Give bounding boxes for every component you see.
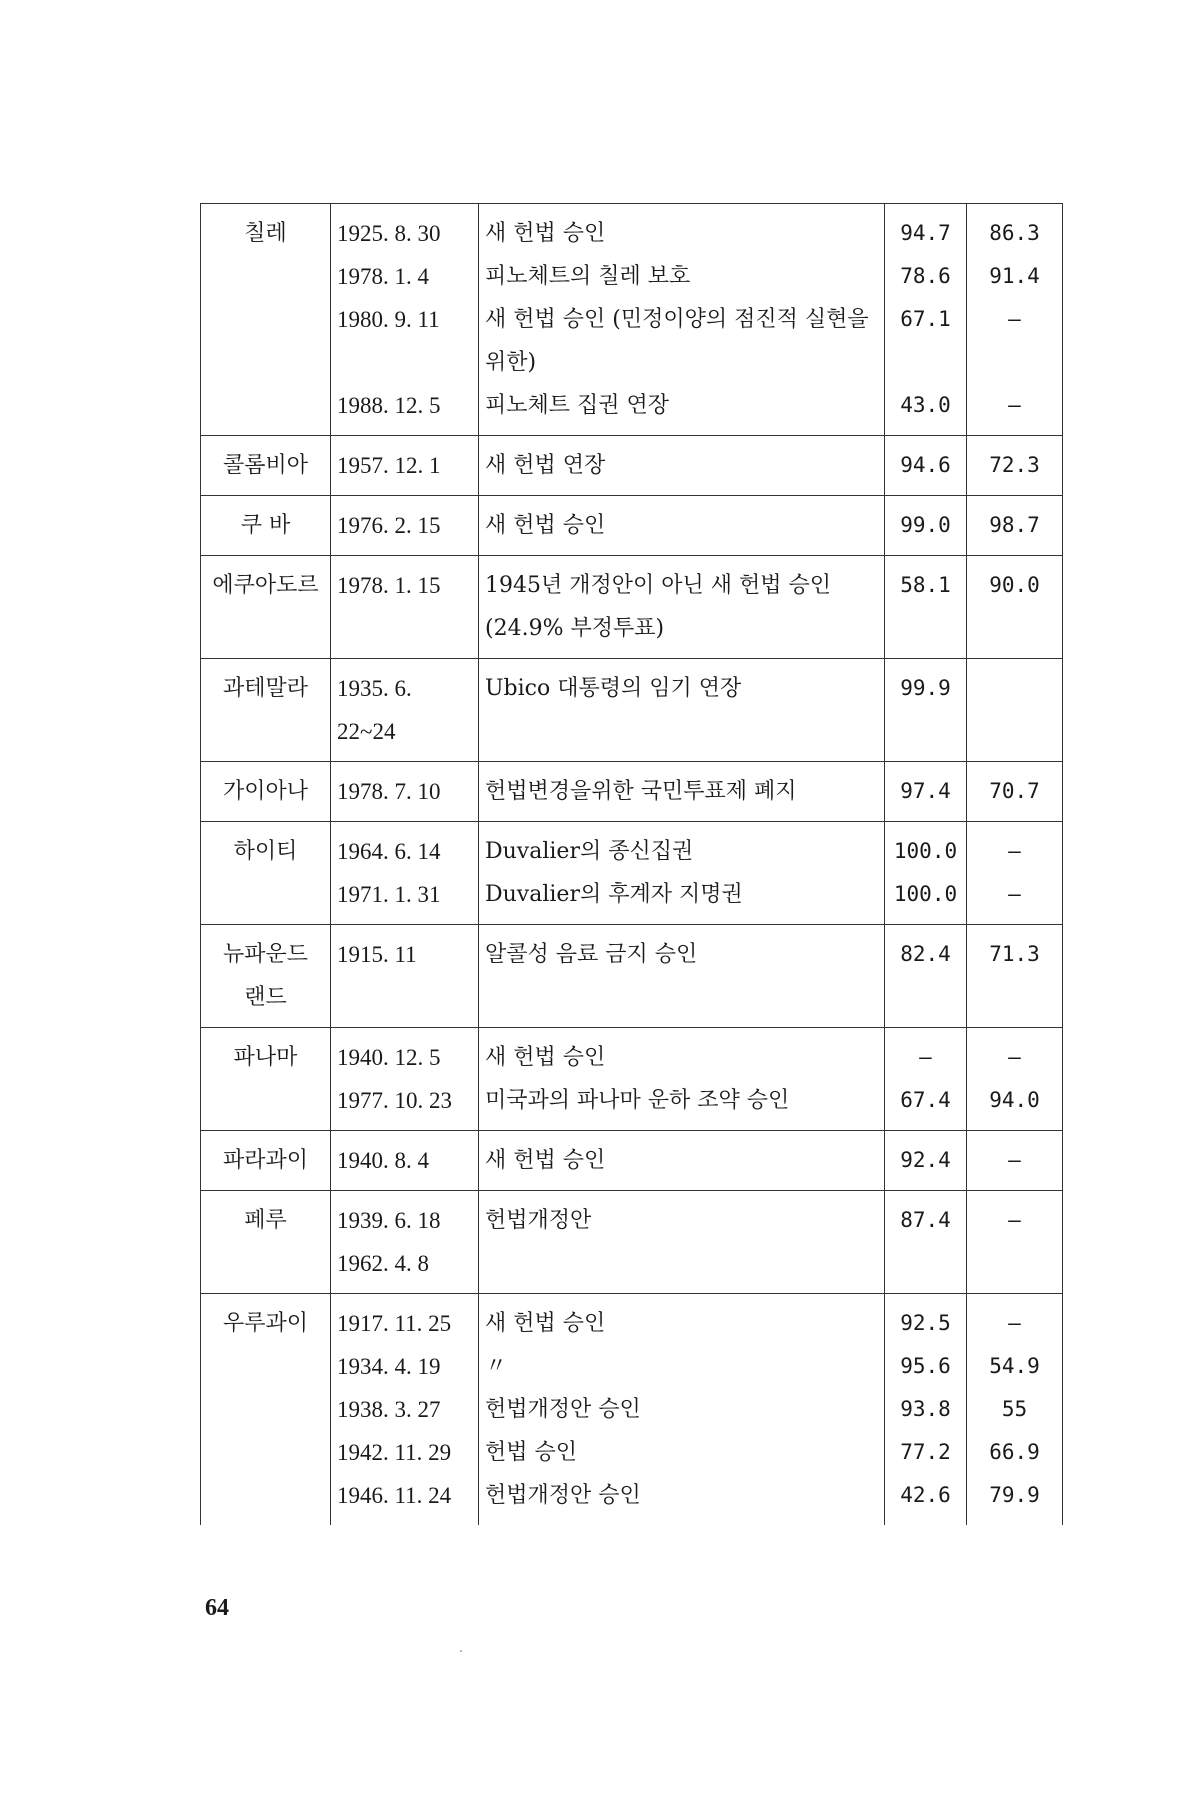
approval-percent-cell [885, 204, 967, 436]
content-cell [479, 925, 885, 1028]
country-cell [201, 659, 331, 762]
content-value: 새 헌법 승인 [485, 513, 606, 538]
country-cell [201, 762, 331, 822]
content-value: 새 헌법 연장 [485, 453, 606, 478]
date-value: 1938. 3. 27 [337, 1397, 441, 1422]
approval-percent-value: 93.8 [900, 1397, 951, 1421]
page-number: 64 [205, 1595, 229, 1621]
content-value: 피노체트의 칠레 보호 [485, 264, 691, 289]
content-value: 피노체트 집권 연장 [485, 393, 670, 418]
content-value: 알콜성 음료 금지 승인 [485, 942, 698, 967]
approval-percent-value: 82.4 [900, 942, 951, 966]
date-cell [331, 204, 479, 436]
approval-percent-value: 92.5 [900, 1311, 951, 1335]
approval-percent-value: 78.6 [900, 264, 951, 288]
date-value: 1978. 1. 15 [337, 573, 441, 598]
date-value: 1940. 12. 5 [337, 1045, 441, 1070]
turnout-percent-value: 55 [1001, 1397, 1028, 1421]
date-cell [331, 436, 479, 496]
content-value: 〃 [485, 1354, 508, 1379]
country-row [201, 925, 1063, 1028]
approval-percent-value: 77.2 [900, 1440, 951, 1464]
date-value: 1934. 4. 19 [337, 1354, 441, 1379]
country-name: 가이아나 [222, 779, 308, 804]
turnout-percent-value: 66.9 [989, 1440, 1040, 1464]
turnout-percent-value: 94.0 [989, 1088, 1040, 1112]
date-value: 1935. 6. 22~24 [337, 676, 412, 744]
content-value: 헌법개정안 [485, 1208, 592, 1233]
country-name: 콜롬비아 [222, 453, 308, 478]
date-value: 1962. 4. 8 [337, 1251, 429, 1276]
content-cell [479, 556, 885, 659]
content-cell [479, 496, 885, 556]
turnout-percent-value: — [1008, 839, 1021, 863]
turnout-percent-cell [967, 659, 1063, 762]
content-value: 헌법개정안 승인 [485, 1483, 641, 1508]
country-name: 칠레 [244, 221, 287, 246]
turnout-percent-value: 98.7 [989, 513, 1040, 537]
turnout-percent-cell [967, 436, 1063, 496]
date-value: 1978. 1. 4 [337, 264, 429, 289]
approval-percent-value: 42.6 [900, 1483, 951, 1507]
approval-percent-cell [885, 822, 967, 925]
date-value: 1942. 11. 29 [337, 1440, 452, 1465]
referendum-table-body [201, 204, 1063, 1526]
approval-percent-value: 67.1 [900, 307, 951, 331]
content-cell [479, 762, 885, 822]
approval-percent-value: 87.4 [900, 1208, 951, 1232]
approval-percent-cell [885, 659, 967, 762]
approval-percent-cell [885, 1191, 967, 1294]
date-cell [331, 1131, 479, 1191]
country-cell [201, 1294, 331, 1526]
content-cell [479, 436, 885, 496]
approval-percent-value: 100.0 [893, 882, 958, 906]
country-cell [201, 556, 331, 659]
turnout-percent-cell [967, 822, 1063, 925]
turnout-percent-cell [967, 762, 1063, 822]
country-name: 페루 [244, 1208, 287, 1233]
content-cell [479, 1028, 885, 1131]
turnout-percent-cell [967, 925, 1063, 1028]
turnout-percent-cell [967, 556, 1063, 659]
turnout-percent-value: — [1008, 307, 1021, 331]
turnout-percent-value: 72.3 [989, 453, 1040, 477]
approval-percent-value: 92.4 [900, 1148, 951, 1172]
country-row [201, 822, 1063, 925]
referendum-table [200, 203, 1063, 1525]
country-name: 에쿠아도르 [212, 573, 319, 598]
content-value: 새 헌법 승인 [485, 1045, 606, 1070]
turnout-percent-value: 91.4 [989, 264, 1040, 288]
country-name: 하이티 [233, 839, 298, 864]
approval-percent-cell [885, 1028, 967, 1131]
country-cell [201, 204, 331, 436]
approval-percent-value: 97.4 [900, 779, 951, 803]
content-value: 새 헌법 승인 [485, 221, 606, 246]
country-row [201, 1294, 1063, 1526]
country-cell [201, 436, 331, 496]
country-row [201, 1191, 1063, 1294]
turnout-percent-cell [967, 204, 1063, 436]
country-name: 랜드 [244, 985, 287, 1010]
turnout-percent-cell [967, 496, 1063, 556]
country-name: 파나마 [233, 1045, 298, 1070]
approval-percent-cell [885, 1294, 967, 1526]
approval-percent-cell [885, 436, 967, 496]
date-value: 1978. 7. 10 [337, 779, 441, 804]
approval-percent-cell [885, 556, 967, 659]
country-name: 과테말라 [222, 676, 308, 701]
turnout-percent-value: 86.3 [989, 221, 1040, 245]
country-row [201, 1028, 1063, 1131]
country-name: 우루과이 [222, 1311, 308, 1336]
date-value: 1971. 1. 31 [337, 882, 441, 907]
turnout-percent-value: — [1008, 1045, 1021, 1069]
country-row [201, 1131, 1063, 1191]
approval-percent-value: 99.9 [900, 676, 951, 700]
turnout-percent-cell [967, 1131, 1063, 1191]
approval-percent-value: 95.6 [900, 1354, 951, 1378]
country-row [201, 556, 1063, 659]
country-row [201, 204, 1063, 436]
turnout-percent-value: 71.3 [989, 942, 1040, 966]
date-cell [331, 1294, 479, 1526]
date-value: 1977. 10. 23 [337, 1088, 452, 1113]
date-cell [331, 925, 479, 1028]
date-cell [331, 1191, 479, 1294]
approval-percent-cell [885, 1131, 967, 1191]
country-row [201, 659, 1063, 762]
content-cell [479, 659, 885, 762]
approval-percent-value: 43.0 [900, 393, 951, 417]
content-cell [479, 1191, 885, 1294]
content-cell [479, 822, 885, 925]
country-name: 쿠 바 [240, 513, 291, 538]
date-cell [331, 496, 479, 556]
date-cell [331, 556, 479, 659]
country-cell [201, 822, 331, 925]
country-row [201, 762, 1063, 822]
turnout-percent-value: 54.9 [989, 1354, 1040, 1378]
country-cell [201, 925, 331, 1028]
date-value: 1988. 12. 5 [337, 393, 441, 418]
approval-percent-value: 67.4 [900, 1088, 951, 1112]
turnout-percent-cell [967, 1191, 1063, 1294]
approval-percent-value: — [919, 1045, 932, 1069]
date-value: 1964. 6. 14 [337, 839, 441, 864]
approval-percent-value: 94.6 [900, 453, 951, 477]
approval-percent-cell [885, 925, 967, 1028]
date-value: 1980. 9. 11 [337, 307, 440, 332]
content-cell [479, 204, 885, 436]
date-value: 1925. 8. 30 [337, 221, 441, 246]
approval-percent-value: 100.0 [893, 839, 958, 863]
country-row [201, 436, 1063, 496]
content-value: 헌법개정안 승인 [485, 1397, 641, 1422]
turnout-percent-value: 70.7 [989, 779, 1040, 803]
country-name: 파라과이 [222, 1148, 308, 1173]
date-value: 1940. 8. 4 [337, 1148, 429, 1173]
country-row [201, 496, 1063, 556]
approval-percent-value: 99.0 [900, 513, 951, 537]
country-cell [201, 1028, 331, 1131]
country-name: 뉴파운드 [222, 942, 308, 967]
turnout-percent-value [973, 667, 1056, 753]
date-value: 1917. 11. 25 [337, 1311, 452, 1336]
content-value: 미국과의 파나마 운하 조약 승인 [485, 1088, 790, 1113]
country-cell [201, 1191, 331, 1294]
approval-percent-value: 94.7 [900, 221, 951, 245]
content-value: 헌법 승인 [485, 1440, 578, 1465]
scan-dot [460, 1650, 462, 1652]
country-cell [201, 1131, 331, 1191]
turnout-percent-value: — [1008, 882, 1021, 906]
content-cell [479, 1131, 885, 1191]
content-value: Duvalier의 후계자 지명권 [485, 882, 743, 907]
turnout-percent-value: — [1008, 1148, 1021, 1172]
turnout-percent-value [973, 1242, 1056, 1285]
content-value: Ubico 대통령의 임기 연장 [485, 676, 742, 701]
turnout-percent-value: 90.0 [989, 573, 1040, 597]
date-cell [331, 1028, 479, 1131]
date-cell [331, 659, 479, 762]
content-value: 헌법변경을위한 국민투표제 폐지 [485, 779, 797, 804]
approval-percent-cell [885, 496, 967, 556]
turnout-percent-value: — [1008, 1311, 1021, 1335]
country-cell [201, 496, 331, 556]
turnout-percent-value: — [1008, 1208, 1021, 1232]
content-value: 새 헌법 승인 (민정이양의 점진적 실현을 위한) [485, 307, 869, 375]
date-value: 1939. 6. 18 [337, 1208, 441, 1233]
turnout-percent-cell [967, 1028, 1063, 1131]
date-value: 1957. 12. 1 [337, 453, 441, 478]
content-value: 새 헌법 승인 [485, 1148, 606, 1173]
date-cell [331, 762, 479, 822]
turnout-percent-value: 79.9 [989, 1483, 1040, 1507]
approval-percent-value [891, 1242, 960, 1285]
content-value: 1945년 개정안이 아닌 새 헌법 승인 (24.9% 부정투표) [485, 573, 831, 641]
content-cell [479, 1294, 885, 1526]
turnout-percent-value: — [1008, 393, 1021, 417]
date-value: 1976. 2. 15 [337, 513, 441, 538]
content-value: 새 헌법 승인 [485, 1311, 606, 1336]
approval-percent-cell [885, 762, 967, 822]
date-value: 1946. 11. 24 [337, 1483, 452, 1508]
approval-percent-value: 58.1 [900, 573, 951, 597]
turnout-percent-cell [967, 1294, 1063, 1526]
date-value: 1915. 11 [337, 942, 417, 967]
content-value [485, 1242, 878, 1285]
date-cell [331, 822, 479, 925]
content-value: Duvalier의 종신집권 [485, 839, 694, 864]
